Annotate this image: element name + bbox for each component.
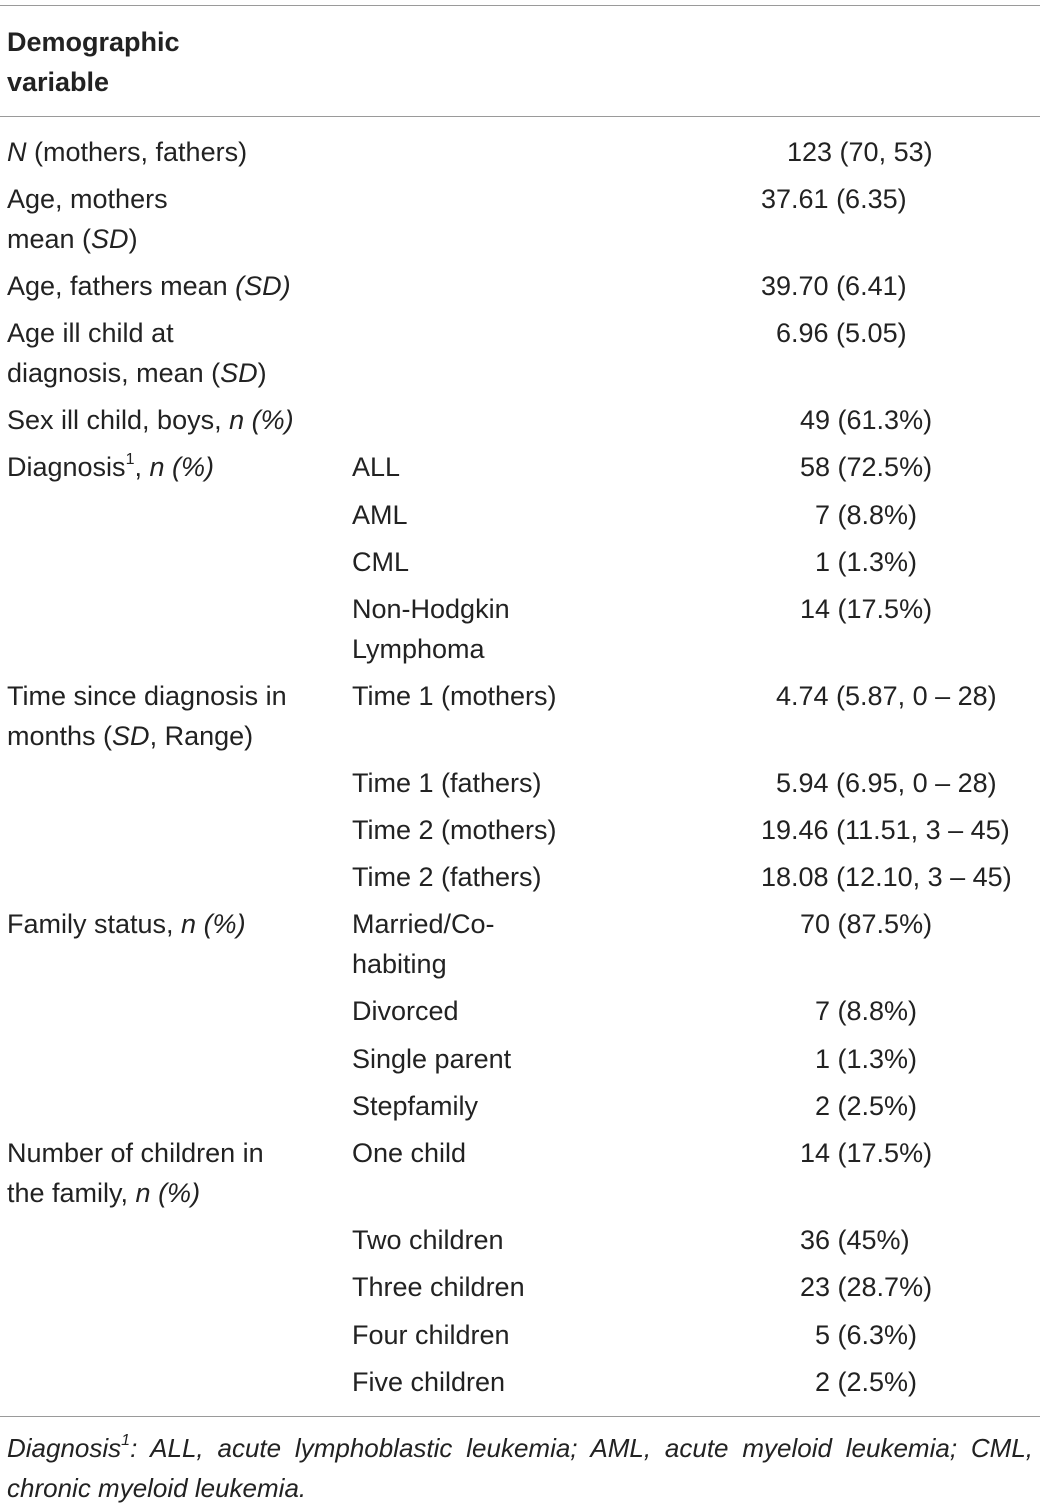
diagnosis-category-aml: AML bbox=[352, 500, 408, 530]
children-category-one: One child bbox=[352, 1138, 467, 1168]
children-value-two: 36 (45%) bbox=[800, 1225, 910, 1255]
top-rule bbox=[0, 5, 1040, 6]
row-num-children-label: Number of children in the family, n (%) bbox=[7, 1138, 264, 1208]
header-line-2: variable bbox=[7, 67, 110, 97]
diagnosis-category-all: ALL bbox=[352, 452, 401, 482]
header-line-1: Demographic bbox=[7, 27, 180, 57]
family-value-divorced: 7 (8.8%) bbox=[815, 996, 918, 1026]
children-value-four: 5 (6.3%) bbox=[815, 1320, 918, 1350]
diagnosis-value-aml: 7 (8.8%) bbox=[815, 500, 918, 530]
row-age-child-label: Age ill child at diagnosis, mean (SD) bbox=[7, 318, 267, 388]
family-category-stepfamily: Stepfamily bbox=[352, 1091, 479, 1121]
row-age-mothers-label: Age, mothers mean (SD) bbox=[7, 184, 168, 254]
family-value-single: 1 (1.3%) bbox=[815, 1044, 918, 1074]
diagnosis-value-cml: 1 (1.3%) bbox=[815, 547, 918, 577]
row-sex-child-value: 49 (61.3%) bbox=[800, 405, 933, 435]
row-age-mothers-value: 37.61 (6.35) bbox=[761, 184, 907, 214]
row-n-label: N (mothers, fathers) bbox=[7, 137, 248, 167]
time-value-3: 19.46 (11.51, 3 – 45) bbox=[761, 815, 1010, 845]
family-category-single: Single parent bbox=[352, 1044, 512, 1074]
bottom-rule bbox=[0, 1416, 1040, 1417]
diagnosis-category-cml: CML bbox=[352, 547, 410, 577]
family-category-divorced: Divorced bbox=[352, 996, 459, 1026]
diagnosis-category-nhl: Non-Hodgkin Lymphoma bbox=[352, 594, 510, 664]
family-value-stepfamily: 2 (2.5%) bbox=[815, 1091, 918, 1121]
row-age-fathers-label: Age, fathers mean (SD) bbox=[7, 271, 291, 301]
time-value-2: 5.94 (6.95, 0 – 28) bbox=[776, 768, 997, 798]
children-category-three: Three children bbox=[352, 1272, 525, 1302]
children-category-five: Five children bbox=[352, 1367, 506, 1397]
time-category-4: Time 2 (fathers) bbox=[352, 862, 542, 892]
row-time-since-label: Time since diagnosis in months (SD, Range) bbox=[7, 681, 287, 751]
column-header-demographic-variable bbox=[7, 22, 180, 102]
table-footnote: Diagnosis$^1$: ALL, acute lymphoblastic leukemia; AML, acute myeloid leukemia; CML, chronic myeloid leukemia. bbox=[7, 1432, 1033, 1503]
time-value-1: 4.74 (5.87, 0 – 28) bbox=[776, 681, 997, 711]
row-sex-child-label: Sex ill child, boys, n (%) bbox=[7, 405, 294, 435]
time-category-3: Time 2 (mothers) bbox=[352, 815, 557, 845]
row-age-child-value: 6.96 (5.05) bbox=[776, 318, 907, 348]
header-rule bbox=[0, 116, 1040, 117]
children-value-five: 2 (2.5%) bbox=[815, 1367, 918, 1397]
row-diagnosis-label: Diagnosis$^1$, n (%) bbox=[7, 451, 214, 482]
time-value-4: 18.08 (12.10, 3 – 45) bbox=[761, 862, 1012, 892]
time-category-1: Time 1 (mothers) bbox=[352, 681, 557, 711]
children-category-two: Two children bbox=[352, 1225, 504, 1255]
children-value-three: 23 (28.7%) bbox=[800, 1272, 933, 1302]
children-value-one: 14 (17.5%) bbox=[800, 1138, 933, 1168]
diagnosis-value-all: 58 (72.5%) bbox=[800, 452, 933, 482]
row-family-status-label: Family status, n (%) bbox=[7, 909, 246, 939]
time-category-2: Time 1 (fathers) bbox=[352, 768, 542, 798]
family-value-married: 70 (87.5%) bbox=[800, 909, 933, 939]
diagnosis-value-nhl: 14 (17.5%) bbox=[800, 594, 933, 624]
row-n-value: 123 (70, 53) bbox=[787, 137, 933, 167]
family-category-married: Married/Co- habiting bbox=[352, 909, 495, 979]
children-category-four: Four children bbox=[352, 1320, 510, 1350]
row-age-fathers-value: 39.70 (6.41) bbox=[761, 271, 907, 301]
